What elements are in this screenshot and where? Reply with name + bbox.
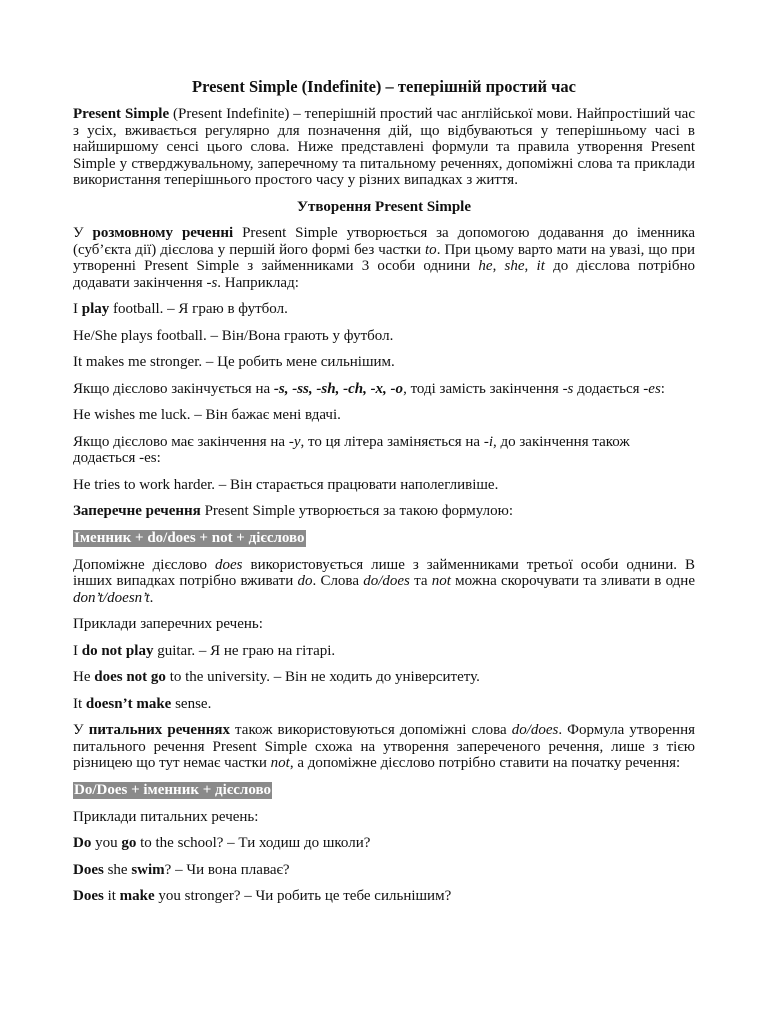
text: використовується лише з займенниками третьої особи однини. В інших випадках потрібно вживати	[73, 556, 695, 589]
question-formula: Do/Does + іменник + дієслово	[74, 781, 271, 798]
ending-s: -s	[206, 274, 218, 291]
word-do-does: do/does	[363, 573, 410, 589]
text: to the university. –	[165, 669, 285, 685]
text: It	[73, 695, 86, 712]
document-content	[73, 77, 695, 915]
text: ? –	[164, 861, 187, 878]
text: можна скорочувати та зливати в одне	[450, 573, 695, 589]
text: додається	[573, 380, 644, 397]
intro-term: Present Simple	[73, 106, 170, 122]
examples-label: Приклади питальних речень:	[73, 808, 259, 825]
word-not: not	[431, 573, 451, 589]
endings-list: -s, -ss, -sh, -ch, -x, -o	[273, 380, 404, 397]
text: ,	[524, 258, 537, 274]
example-line	[73, 696, 695, 713]
example-line	[73, 328, 695, 345]
text: . Слова	[312, 573, 364, 589]
translation: Чи вона плаває?	[186, 861, 290, 878]
text: , до закінчення також додається -es:	[73, 433, 630, 466]
question-formula-line	[73, 782, 695, 799]
ending-s: -s	[562, 380, 574, 397]
section-heading: Утворення Present Simple	[297, 198, 471, 215]
aux-bold: Does	[73, 888, 104, 904]
negative-formula-line	[73, 530, 695, 547]
example-line	[73, 407, 695, 424]
text: та	[409, 573, 432, 589]
term-conversational: розмовному реченні	[92, 225, 234, 241]
example-line	[73, 354, 695, 371]
text: you	[91, 835, 122, 851]
example-line	[73, 643, 695, 660]
translation: Чи робить це тебе сильнішим?	[255, 888, 452, 904]
rule-paragraph	[73, 381, 695, 398]
text: He tries to work harder. –	[73, 476, 231, 493]
aux-bold: Do	[73, 835, 92, 851]
term-negative: Заперечне речення	[73, 503, 201, 519]
text: У	[73, 722, 89, 738]
text: it	[103, 888, 120, 904]
rule-paragraph	[73, 434, 695, 467]
translation: Я граю в футбол.	[178, 301, 288, 317]
text: I	[73, 301, 82, 317]
translation: Він не ходить до університету.	[284, 669, 480, 685]
text: . При цьому варто мати на увазі, що при утворенні Present Simple з займенниками 3 особи однини	[73, 241, 695, 274]
text: , тоді замість закінчення	[403, 380, 563, 397]
word-to: to	[425, 241, 437, 258]
text: Якщо дієслово закінчується на	[73, 380, 274, 397]
negative-formula: Іменник + do/does + not + дієслово	[74, 529, 305, 546]
translation: Він бажає мені вдачі.	[205, 407, 341, 423]
text: , то ця літера заміняється на	[300, 433, 484, 450]
examples-label: Приклади заперечних речень:	[73, 616, 263, 632]
translation: Я не граю на гітарі.	[210, 642, 336, 659]
pronoun-he: he	[478, 258, 493, 274]
example-line	[73, 477, 695, 494]
question-paragraph	[73, 722, 695, 772]
verb-bold: does not go	[94, 669, 166, 685]
text: У	[73, 225, 93, 241]
text: :	[660, 380, 665, 397]
ending-es: -es	[643, 380, 661, 397]
page-title: Present Simple (Indefinite) – теперішній простий час	[192, 77, 576, 96]
translation: Він старається працювати наполегливіше.	[230, 476, 499, 493]
text: Present Simple утворюється за такою формулою:	[200, 503, 513, 519]
translation: Він/Вона грають у футбол.	[221, 327, 394, 344]
example-line	[73, 862, 695, 879]
text: she	[103, 861, 132, 878]
negative-paragraph	[73, 557, 695, 607]
text: I	[73, 642, 82, 659]
translation: Це робить мене сильнішим.	[217, 354, 395, 370]
text: sense.	[171, 695, 212, 712]
affirmative-paragraph	[73, 225, 695, 291]
text: you stronger? –	[154, 888, 256, 904]
intro-text: (Present Indefinite) – теперішній простий час англійської мови. Найпростіший час з усіх, вживається регулярно для позначення дій, що відбуваються у теперішньому часі в найширшому сенсі цього слова. Ниже представлені формули та правила утворення Present Simple у стверджувальному, заперечному та питальному реченнях, допоміжні слова та приклади використання теперішнього простого часу у різних випадках з життя.	[73, 106, 696, 188]
text: He/She plays football. –	[73, 327, 222, 344]
verb-bold: do not play	[81, 642, 154, 659]
term-question: питальних реченнях	[88, 722, 230, 738]
pronoun-it: it	[536, 258, 545, 274]
text: також використовуються допоміжні слова	[230, 722, 512, 738]
text: to the school? –	[136, 835, 239, 851]
text: .	[149, 589, 154, 606]
pronoun-she: she	[504, 258, 525, 274]
text: Present Simple утворюється за допомогою додавання до іменника (суб’єкта дії) дієслова у першій його формі без частки	[73, 225, 695, 258]
verb-bold: play	[81, 301, 110, 317]
word-not: not	[270, 755, 290, 771]
aux-bold: Does	[73, 861, 104, 878]
ending-y: -y	[288, 433, 301, 450]
text: football. –	[109, 301, 179, 317]
text: He wishes me luck. –	[73, 407, 206, 423]
text: He	[73, 669, 95, 685]
example-line	[73, 301, 695, 318]
word-do-does: do/does	[511, 722, 559, 738]
negative-intro	[73, 503, 695, 520]
word-do: do	[297, 573, 313, 589]
text: It makes me stronger. –	[73, 354, 218, 370]
example-line	[73, 835, 695, 852]
text: . Формула утворення питального речення Present Simple схожа на утворення запереченого речення, лише з тією різницею що тут немає частки	[73, 722, 695, 771]
word-does: does	[215, 556, 243, 573]
verb-bold: swim	[131, 861, 165, 878]
word-dont-doesnt: don’t/doesn’t	[73, 589, 150, 606]
example-line	[73, 669, 695, 686]
example-line	[73, 888, 695, 905]
translation: Ти ходиш до школи?	[238, 835, 371, 851]
text: . Наприклад:	[217, 274, 299, 291]
verb-bold: go	[121, 835, 137, 851]
text: Допоміжне дієслово	[73, 556, 216, 573]
text: , а допоміжне дієслово потрібно ставити на початку речення:	[289, 755, 681, 771]
ending-i: -i	[483, 433, 493, 450]
text: guitar. –	[153, 642, 211, 659]
intro-paragraph	[73, 106, 695, 189]
text: Якщо дієслово має закінчення на	[73, 433, 289, 450]
verb-bold: doesn’t make	[85, 695, 172, 712]
verb-bold: make	[119, 888, 155, 904]
text: до дієслова потрібно додавати закінчення	[73, 258, 696, 291]
text: ,	[492, 258, 505, 274]
